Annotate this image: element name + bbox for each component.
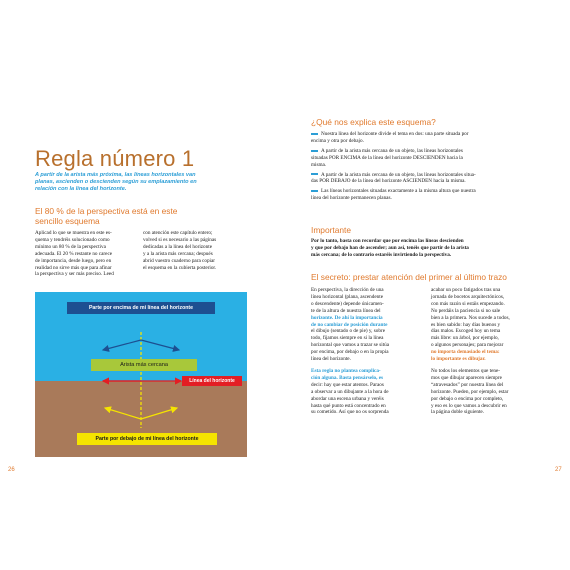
body-line: hasta qué punto está concentrado en [311,402,386,409]
subtitle-line: sencillo esquema [35,216,100,226]
above-horizon-label: Parte por encima de mi línea del horizonte [88,305,194,311]
body-line: y eso es lo que vamos a descubrir en [431,402,507,409]
body-line: la perspectiva y ser más preciso. Leed [35,271,114,278]
body-line: realidad no sirve más que para afinar [35,264,112,271]
body-line: abordar una escena urbana y veréis [311,395,384,402]
bullet-list [311,131,537,202]
body-line: con atención este capítulo entero; [143,230,213,236]
arista-label: Arista más cercana [120,362,168,368]
body-line: todo, fijamos siempre en si la línea [311,335,384,342]
secret-column-2 [431,287,541,416]
body-line: a observar a un dibujante a la hora de [311,388,389,395]
body-line: mínimo un 80 % de la perspectiva [35,243,106,250]
body-line: dedicadas a la línea del horizonte [143,243,212,250]
intro-text [35,172,250,193]
bullet-line: das POR DEBAJO de la línea del horizonte ASCIENDEN hacia la misma. [311,178,466,185]
perspective-diagram [35,292,247,457]
body-line: es bien sabido: hay días buenos y [431,321,501,328]
page-number-left: 26 [8,467,15,473]
body-line: de no cambiar de posición durante [311,321,388,328]
heading-important: Importante [311,225,352,235]
bullet-line: línea del horizonte permanecen planas. [311,195,392,202]
body-line: por encima, por debajo o en la propia [311,349,389,356]
important-line: y que por debajo han de ascender; aun así, tenéis que partir de la arista [311,244,469,251]
bullet-marker [311,150,318,152]
body-line: quema y tendréis solucionado como [35,236,110,243]
bullet-line: encima y otra por debajo. [311,137,364,144]
body-line: lo importante es dibujar. [431,356,486,363]
body-line: el dibujo (sentado o de pie) y, sobre [311,328,385,335]
body-line: y a la arista más cercana; después [143,250,213,257]
bullet-line: A partir de la arista más cercana de un objeto, las líneas horizontales situa- [321,171,476,178]
body-line: ción alguna. Basta pensárselo, es [311,374,384,381]
body-column-2 [143,230,248,271]
intro-line: planas, ascienden o descienden según su emplazamiento en [35,179,197,185]
bullet-item [311,172,537,186]
body-line: jornada de bocetos arquitectónicos, [431,293,505,300]
important-text [311,238,537,259]
body-line: adecuada. El 20 % restante no carece [35,250,113,257]
bullet-line: Nuestra línea del horizonte divide el tema en dos: una parte situada por [321,131,469,137]
bullet-marker [311,173,318,175]
body-line: acabar un poco fatigados tras una [431,287,501,293]
body-line: No perdáis la paciencia si no sale [431,307,501,314]
secret-column-1 [311,287,421,416]
body-line: horizontal que vamos a trazar se sitúa [311,342,390,349]
right-page [285,0,570,570]
intro-line: relación con la línea del horizonte. [35,186,127,192]
body-line: línea del horizonte. [311,356,351,363]
page-title: Regla número 1 [35,146,195,171]
bullet-item [311,148,537,169]
body-line: con más razón si estáis empezando. [431,300,505,307]
section-subtitle [35,206,255,226]
body-line: no importa demasiado el tema: [431,349,500,356]
body-line: abrid vuestro cuaderno para copiar [143,257,216,264]
bullet-line: A partir de la arista más cercana de un objeto, las líneas horizontales [321,147,463,154]
bullet-line: Las líneas horizontales situadas exactamente a la misma altura que nuestra [321,188,476,195]
body-line: “atravesados” por nuestra línea del [431,381,504,388]
body-line: mos que dibujar aparecen siempre [431,374,502,381]
body-line: Aplicad lo que se muestra en este es- [35,230,112,236]
bullet-marker [311,190,318,192]
horizon-label: Línea del horizonte [189,378,235,384]
body-line: En perspectiva, la dirección de una [311,287,384,293]
body-line: o descendente) depende únicamen- [311,300,384,307]
heading-secret: El secreto: prestar atención del primer al último trazo [311,272,507,282]
body-line: bien a la primera. Nos sucede a todos, [431,314,510,321]
body-line: por debajo o encima por completo, [431,395,504,402]
body-line: la página doble siguiente. [431,409,485,416]
body-column-1 [35,230,135,278]
body-line: volved si es necesario a las páginas [143,236,217,243]
bullet-line: situadas POR ENCIMA de la línea del horizonte DESCIENDEN hacia la [311,154,463,161]
page-number-right: 27 [555,467,562,473]
body-line: horizonte. De ahí la importancia [311,314,383,321]
body-line: su cometido. Así que no os sorprenda [311,409,389,416]
bullet-marker [311,133,318,135]
body-line: Esta regla no plantea complica- [311,367,381,374]
body-line: o algunos personajes; para mejorar [431,342,504,349]
body-line: te de la altura de nuestra línea del [311,307,381,314]
below-horizon-label: Parte por debajo de mi línea del horizonte [95,436,199,442]
bullet-line: misma. [311,161,327,168]
important-line: más cercana; de lo contrario estaréis invirtiendo la perspectiva. [311,251,452,258]
body-line: No todos los elementos que tene- [431,367,501,374]
body-line: días malos. Escoged hoy un tema [431,328,501,335]
heading-question: ¿Qué nos explica este esquema? [311,117,436,127]
body-line: de importancia, desde luego, pero en [35,257,112,264]
subtitle-line: El 80 % de la perspectiva está en este [35,206,178,216]
body-line: horizonte. Pueden, por ejemplo, estar [431,388,509,395]
bullet-item [311,188,537,202]
body-line: más libre: un árbol, por ejemplo, [431,335,499,342]
bullet-item [311,131,537,145]
body-line: línea horizontal (plana, ascendente [311,293,384,300]
body-line: decir: hay que estar atentos. Paraos [311,381,384,388]
intro-line: A partir de la arista más próxima, las líneas horizontales van [35,172,196,178]
important-line: Por lo tanto, basta con recordar que por encima las líneas descienden [311,238,464,244]
body-line: el esquema en la cubierta posterior. [143,264,217,271]
